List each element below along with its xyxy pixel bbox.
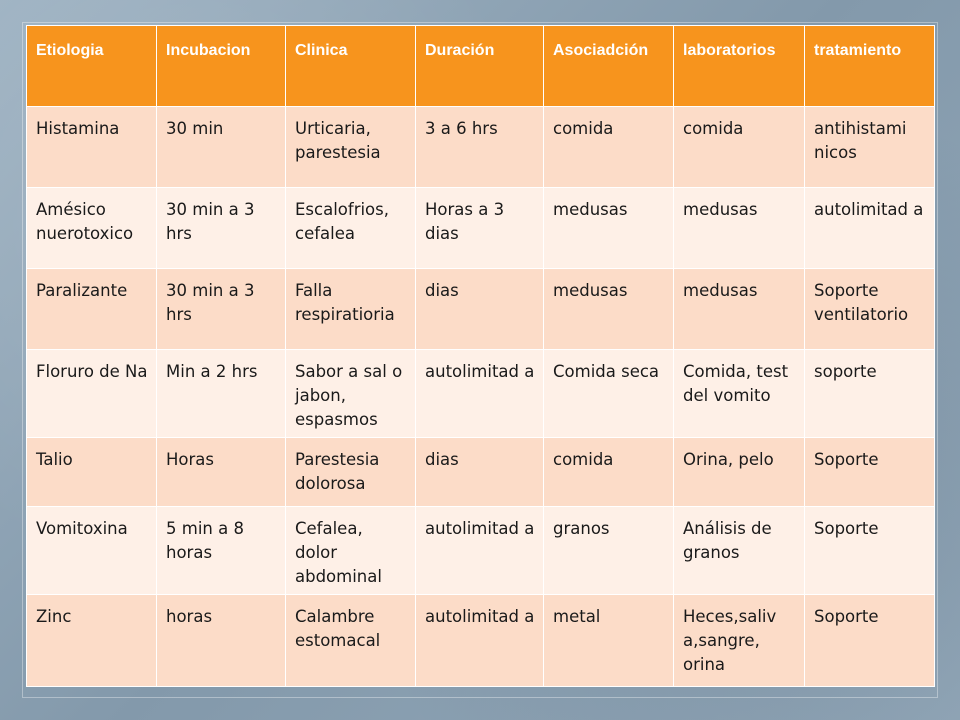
table-cell: Histamina [27,107,157,188]
table-cell: Zinc [27,595,157,687]
table-cell: Cefalea, dolor abdominal [286,507,416,595]
table-row [27,438,935,507]
table-cell: Horas [157,438,286,507]
table-cell: medusas [544,269,674,350]
table-cell: Comida seca [544,350,674,438]
table-cell: medusas [674,269,805,350]
table-cell: Calambre estomacal [286,595,416,687]
header-clinica: Clinica [286,26,416,107]
table-cell: Parestesia dolorosa [286,438,416,507]
table-cell: Heces,saliv a,sangre, orina [674,595,805,687]
table-cell: comida [544,107,674,188]
table-row [27,350,935,438]
table-cell: Min a 2 hrs [157,350,286,438]
table-cell: soporte [805,350,935,438]
table-cell: Sabor a sal o jabon, espasmos [286,350,416,438]
table-cell: Paralizante [27,269,157,350]
header-incubacion: Incubacion [157,26,286,107]
table-cell: medusas [544,188,674,269]
header-duracion: Duración [416,26,544,107]
food-toxins-table [26,25,935,687]
header-asociacion: Asociadción [544,26,674,107]
table-cell: 30 min a 3 hrs [157,188,286,269]
table-row [27,269,935,350]
table-row [27,107,935,188]
table-cell: autolimitad a [805,188,935,269]
table-cell: autolimitad a [416,507,544,595]
table-cell: comida [544,438,674,507]
table-cell: Vomitoxina [27,507,157,595]
table-cell: Análisis de granos [674,507,805,595]
header-etiologia: Etiologia [27,26,157,107]
table-cell: Comida, test del vomito [674,350,805,438]
table-cell: Soporte [805,595,935,687]
table-row [27,188,935,269]
table-cell: Soporte [805,438,935,507]
table-cell: Soporte ventilatorio [805,269,935,350]
table-cell: autolimitad a [416,350,544,438]
table-cell: granos [544,507,674,595]
table-cell: Urticaria, parestesia [286,107,416,188]
table-cell: Horas a 3 dias [416,188,544,269]
table-header-row [27,26,935,107]
table-cell: Amésico nuerotoxico [27,188,157,269]
table-cell: horas [157,595,286,687]
table-cell: 30 min a 3 hrs [157,269,286,350]
table-cell: Floruro de Na [27,350,157,438]
table-cell: antihistami nicos [805,107,935,188]
table-cell: Orina, pelo [674,438,805,507]
table-cell: comida [674,107,805,188]
table-cell: medusas [674,188,805,269]
table-cell: dias [416,269,544,350]
table-cell: dias [416,438,544,507]
table-cell: autolimitad a [416,595,544,687]
table-cell: Escalofrios, cefalea [286,188,416,269]
table-cell: Falla respiratioria [286,269,416,350]
table-cell: Soporte [805,507,935,595]
header-tratamiento: tratamiento [805,26,935,107]
header-laboratorios: laboratorios [674,26,805,107]
table-cell: 5 min a 8 horas [157,507,286,595]
table-row [27,595,935,687]
table-cell: metal [544,595,674,687]
table-cell: 30 min [157,107,286,188]
table-cell: Talio [27,438,157,507]
table-row [27,507,935,595]
table-cell: 3 a 6 hrs [416,107,544,188]
